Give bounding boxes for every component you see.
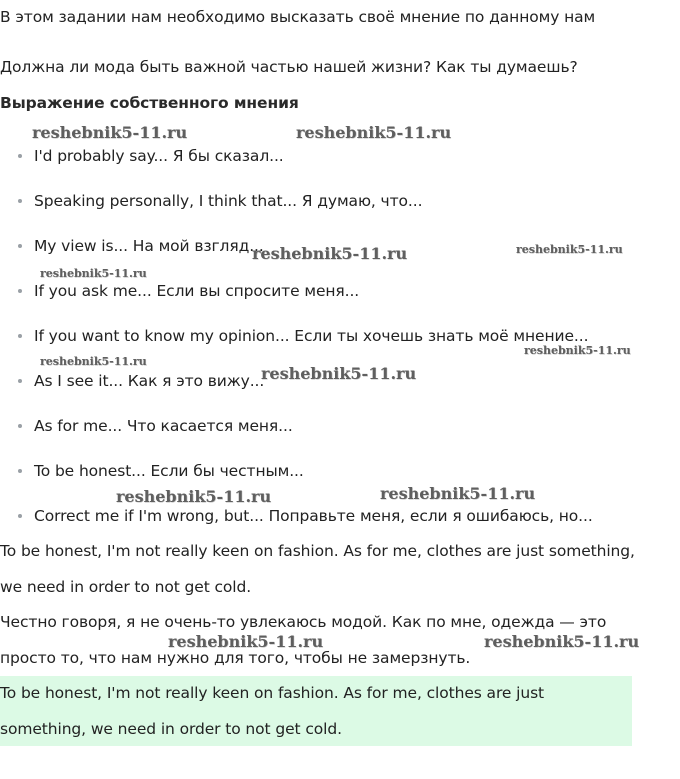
answer-en-line-2: we need in order to not get cold. (0, 578, 252, 596)
phrase-text: If you want to know my opinion... Если ты хочешь знать моё мнение... (34, 327, 589, 345)
watermark-logo: reshebnik5-11.ru (252, 244, 408, 263)
phrase-text: As I see it... Как я это вижу... (34, 372, 265, 390)
bullet-icon (18, 289, 22, 293)
phrase-text: My view is... На мой взгляд... (34, 237, 264, 255)
watermark-logo: reshebnik5-11.ru (484, 632, 640, 651)
question-text: Должна ли мода быть важной частью нашей жизни? Как ты думаешь? (0, 58, 578, 76)
watermark-logo: reshebnik5-11.ru (516, 243, 623, 256)
bullet-icon (18, 514, 22, 518)
answer-ru-line-2: просто то, что нам нужно для того, чтобы не замерзнуть. (0, 649, 471, 667)
list-item (18, 507, 593, 525)
list-item (18, 417, 293, 435)
watermark-logo: reshebnik5-11.ru (40, 267, 147, 280)
bullet-icon (18, 154, 22, 158)
watermark-logo: reshebnik5-11.ru (261, 364, 417, 383)
bullet-icon (18, 334, 22, 338)
watermark-logo: reshebnik5-11.ru (524, 344, 631, 357)
bullet-icon (18, 469, 22, 473)
watermark-logo: reshebnik5-11.ru (116, 487, 272, 506)
intro-text: В этом задании нам необходимо высказать своё мнение по данному нам (0, 8, 596, 26)
list-item (18, 327, 588, 345)
bullet-icon (18, 199, 22, 203)
answer-ru-line-1: Честно говоря, я не очень-то увлекаюсь модой. Как по мне, одежда — это (0, 613, 607, 631)
phrase-text: As for me... Что касается меня... (34, 417, 293, 435)
watermark-logo: reshebnik5-11.ru (380, 484, 536, 503)
phrase-text: If you ask me... Если вы спросите меня... (34, 282, 360, 300)
phrase-text: To be honest... Если бы честным... (34, 462, 304, 480)
list-item (18, 147, 284, 165)
highlighted-answer-line-1: To be honest, I'm not really keen on fashion. As for me, clothes are just (0, 684, 545, 702)
watermark-logo: reshebnik5-11.ru (168, 632, 324, 651)
list-item (18, 372, 264, 390)
bullet-icon (18, 379, 22, 383)
phrase-text: Speaking personally, I think that... Я думаю, что... (34, 192, 423, 210)
bullet-icon (18, 244, 22, 248)
highlighted-answer-box (0, 676, 632, 746)
phrase-text: I'd probably say... Я бы сказал... (34, 147, 284, 165)
watermark-logo: reshebnik5-11.ru (296, 123, 452, 142)
watermark-logo: reshebnik5-11.ru (40, 355, 147, 368)
answer-en-line-1: To be honest, I'm not really keen on fashion. As for me, clothes are just something, (0, 542, 635, 560)
section-heading: Выражение собственного мнения (0, 94, 299, 112)
list-item (18, 237, 264, 255)
highlighted-answer-line-2: something, we need in order to not get cold. (0, 720, 342, 738)
phrase-text: Correct me if I'm wrong, but... Поправьте меня, если я ошибаюсь, но... (34, 507, 593, 525)
watermark-logo: reshebnik5-11.ru (32, 123, 188, 142)
list-item (18, 282, 359, 300)
list-item (18, 462, 304, 480)
bullet-icon (18, 424, 22, 428)
list-item (18, 192, 422, 210)
